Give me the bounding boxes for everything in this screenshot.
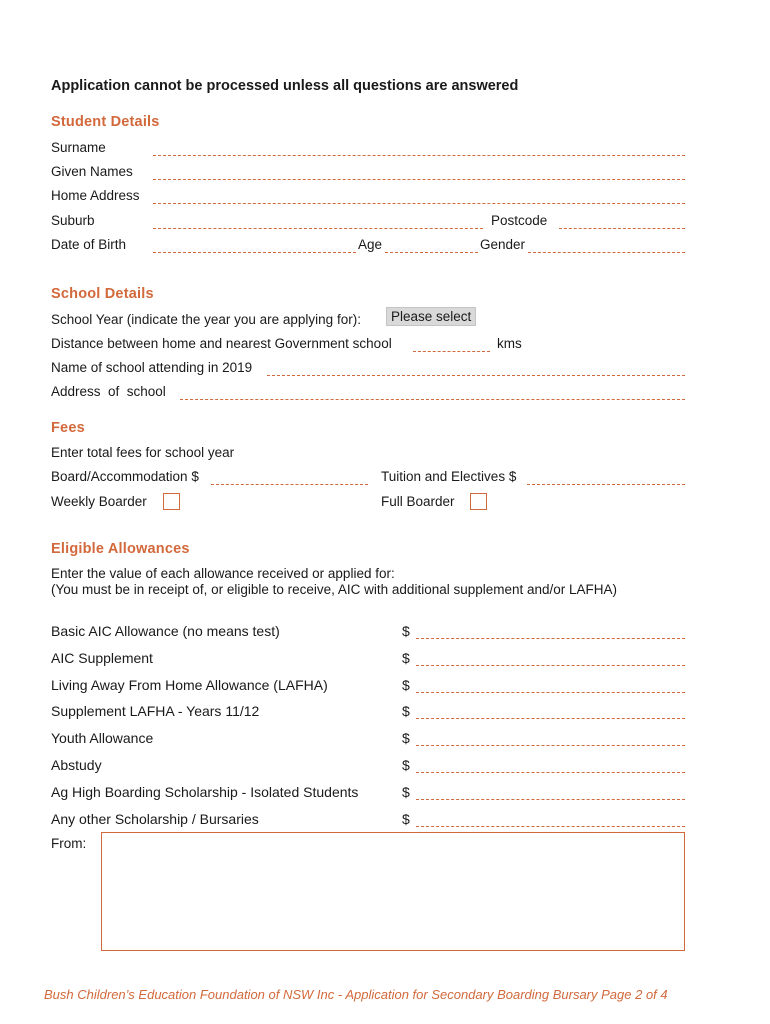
given-names-label: Given Names <box>51 164 133 179</box>
gender-field[interactable] <box>528 252 685 253</box>
school-address-field[interactable] <box>180 399 685 400</box>
suburb-field[interactable] <box>153 228 483 229</box>
dob-label: Date of Birth <box>51 237 127 252</box>
home-address-label: Home Address <box>51 188 140 203</box>
allowance-amount-field[interactable] <box>416 799 685 800</box>
weekly-boarder-label: Weekly Boarder <box>51 494 147 509</box>
fees-intro: Enter total fees for school year <box>51 445 235 460</box>
currency-symbol: $ <box>402 757 410 773</box>
school-address-label: Address of school <box>51 384 166 399</box>
allowance-amount-field[interactable] <box>416 638 685 639</box>
board-fees-field[interactable] <box>211 484 368 485</box>
tuition-fees-field[interactable] <box>527 484 685 485</box>
currency-symbol: $ <box>402 703 410 719</box>
dob-field[interactable] <box>153 252 356 253</box>
surname-field[interactable] <box>153 155 685 156</box>
fees-heading: Fees <box>51 420 85 436</box>
form-instruction: Application cannot be processed unless all questions are answered <box>51 78 519 94</box>
allowance-label: Supplement LAFHA - Years 11/12 <box>51 703 260 719</box>
allowance-amount-field[interactable] <box>416 772 685 773</box>
distance-field[interactable] <box>413 351 490 352</box>
currency-symbol: $ <box>402 650 410 666</box>
age-field[interactable] <box>385 252 478 253</box>
currency-symbol: $ <box>402 730 410 746</box>
allowance-amount-field[interactable] <box>416 718 685 719</box>
allowance-label: Ag High Boarding Scholarship - Isolated Students <box>51 784 359 800</box>
postcode-label: Postcode <box>491 213 548 228</box>
gender-label: Gender <box>480 237 526 252</box>
tuition-fees-label: Tuition and Electives $ <box>381 469 517 484</box>
suburb-label: Suburb <box>51 213 95 228</box>
school-name-field[interactable] <box>267 375 685 376</box>
allowance-amount-field[interactable] <box>416 826 685 827</box>
distance-label: Distance between home and nearest Government school <box>51 336 392 351</box>
student-details-heading: Student Details <box>51 114 160 130</box>
currency-symbol: $ <box>402 784 410 800</box>
full-boarder-label: Full Boarder <box>381 494 455 509</box>
weekly-boarder-checkbox[interactable] <box>163 493 180 510</box>
allowance-label: Abstudy <box>51 757 102 773</box>
home-address-field[interactable] <box>153 203 685 204</box>
distance-unit: kms <box>497 336 522 351</box>
board-fees-label: Board/Accommodation $ <box>51 469 199 484</box>
surname-label: Surname <box>51 140 106 155</box>
allowance-amount-field[interactable] <box>416 692 685 693</box>
school-year-label: School Year (indicate the year you are applying for): <box>51 312 361 327</box>
currency-symbol: $ <box>402 623 410 639</box>
school-name-label: Name of school attending in 2019 <box>51 360 253 375</box>
postcode-field[interactable] <box>559 228 685 229</box>
age-label: Age <box>358 237 383 252</box>
allowance-label: Basic AIC Allowance (no means test) <box>51 623 280 639</box>
from-textarea[interactable] <box>101 832 685 951</box>
allowance-label: AIC Supplement <box>51 650 153 666</box>
full-boarder-checkbox[interactable] <box>470 493 487 510</box>
allowances-intro: Enter the value of each allowance received or applied for: <box>51 566 395 581</box>
allowances-note: (You must be in receipt of, or eligible to receive, AIC with additional supplement and/or LAFHA) <box>51 582 618 597</box>
allowance-amount-field[interactable] <box>416 665 685 666</box>
school-year-select[interactable]: Please select <box>386 307 476 326</box>
currency-symbol: $ <box>402 811 410 827</box>
from-label: From: <box>51 836 87 851</box>
given-names-field[interactable] <box>153 179 685 180</box>
allowance-label: Living Away From Home Allowance (LAFHA) <box>51 677 328 693</box>
allowance-amount-field[interactable] <box>416 745 685 746</box>
allowance-label: Any other Scholarship / Bursaries <box>51 811 259 827</box>
school-details-heading: School Details <box>51 286 154 302</box>
page-footer: Bush Children’s Education Foundation of NSW Inc - Application for Secondary Boarding Bursary Page 2 of 4 <box>44 987 668 1002</box>
allowances-heading: Eligible Allowances <box>51 541 190 557</box>
currency-symbol: $ <box>402 677 410 693</box>
allowance-label: Youth Allowance <box>51 730 154 746</box>
